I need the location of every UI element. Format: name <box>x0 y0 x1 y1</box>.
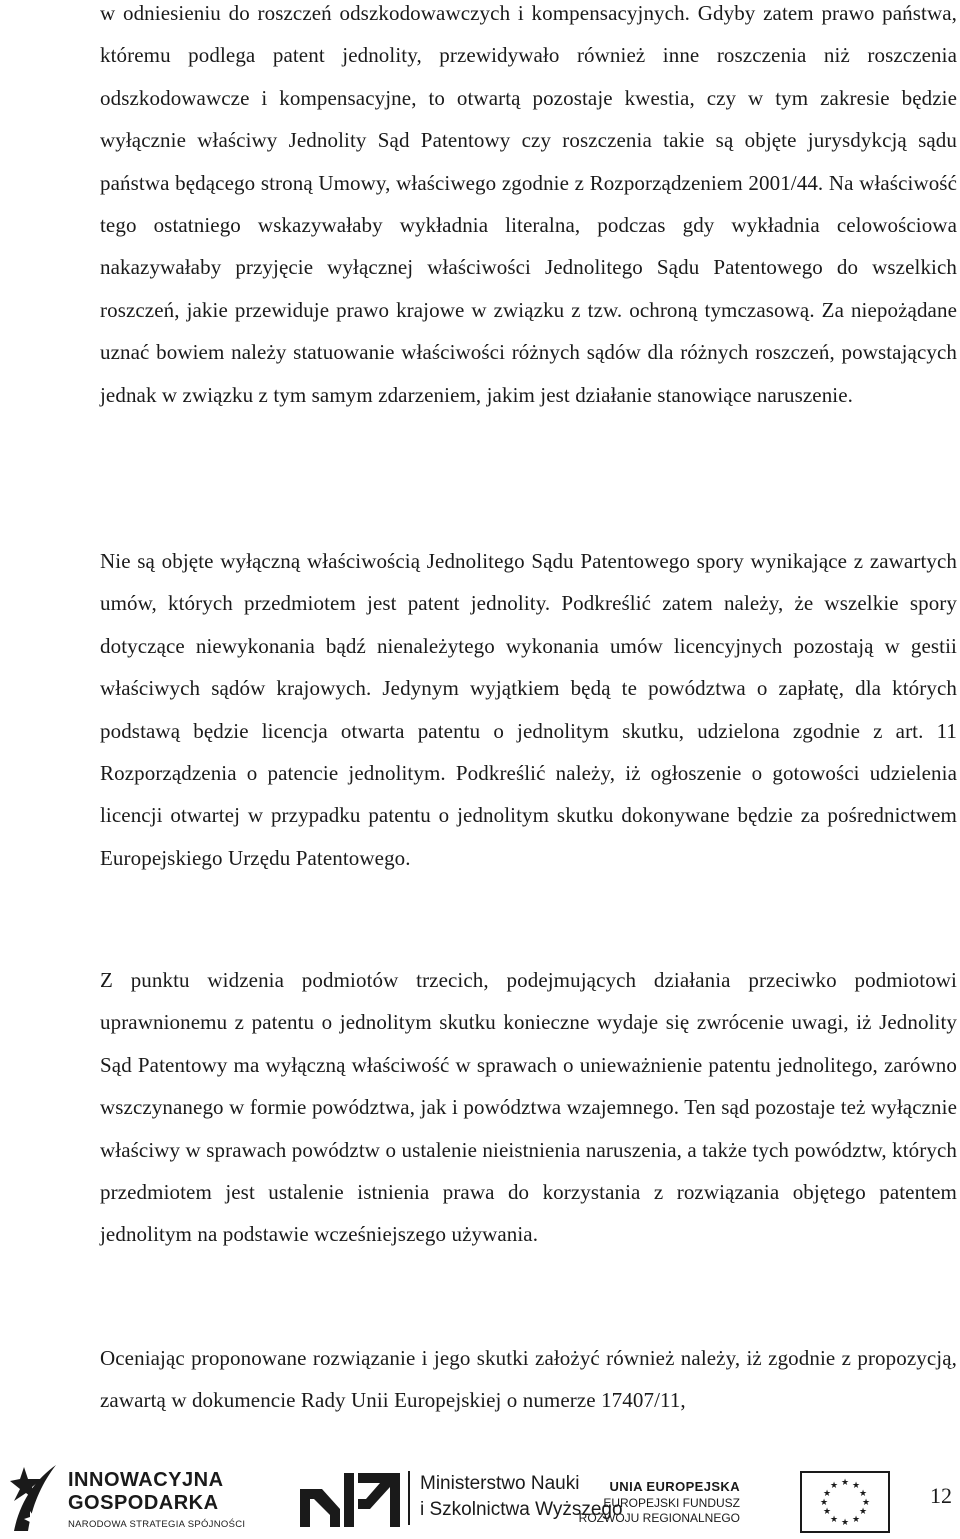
paragraph-3: Z punktu widzenia podmiotów trzecich, podejmujących działania przeciwko podmiotowi uprawnionemu z patentu o jednolitym skutku konieczne wydaje się zwrócenie uwagi, iż Jednolity Sąd Patentowy ma wyłączną właściwość w sprawach o unieważnienie patentu jednolitego, zarówno wszczynanego w formie powództwa, jak i powództwa wzajemnego. Ten sąd pozostaje też wyłącznie właściwy w sprawach powództw o ustalenie nieistnienia naruszenia, a także tych powództw, których przedmiotem jest ustalenie istnienia prawa do korzystania z rozwiązania objętego patentem jednolitym na podstawie wcześniejszego używania. <box>100 968 957 1247</box>
svg-text:★: ★ <box>819 1498 829 1508</box>
gospodarka-text: GOSPODARKA <box>68 1492 219 1514</box>
ministry-emblem-icon <box>300 1469 400 1527</box>
paragraph-1: w odniesieniu do roszczeń odszkodowawczych i kompensacyjnych. Gdyby zatem prawo państwa, któremu podlega patent jednolity, przewidywało również inne roszczenia niż roszczenia odszkodowawcze i kompensacyjne, to otwartą pozostaje kwestia, czy w tym zakresie będzie wyłącznie właściwy Jednolity Sąd Patentowy czy roszczenia takie są objęte jurysdykcją sądu państwa będącego stroną Umowy, właściwego zgodnie z Rozporządzeniem 2001/44. Na właściwość tego ostatniego wskazywałaby wykładnia literalna, podczas gdy wykładnia celowościowa nakazywałaby przyjęcie wyłącznej właściwości Jednolitego Sądu Patentowego do wszelkich roszczeń, jakie przewiduje prawo krajowe w związku z tzw. ochroną tymczasową. Za niepożądane uznać bowiem należy statuowanie właściwości różnych sądów dla różnych roszczeń, powstających jednak w związku z tym samym zdarzeniem, jakim jest działanie stanowiące naruszenie. <box>100 1 957 407</box>
page-footer <box>0 1455 960 1539</box>
eu-fund-logo <box>578 1471 900 1531</box>
innowacyjna-gospodarka-logo <box>0 1459 250 1535</box>
eu-fund-line2: ROZWOJU REGIONALNEGO <box>578 1511 740 1525</box>
svg-text:★: ★ <box>858 1507 868 1517</box>
eu-title: UNIA EUROPEJSKA <box>609 1479 740 1494</box>
ministry-logo <box>300 1465 623 1531</box>
eu-fund-line1: EUROPEJSKI FUNDUSZ <box>603 1496 740 1510</box>
svg-text:★: ★ <box>822 1489 832 1499</box>
svg-text:★: ★ <box>829 1481 839 1491</box>
svg-text:★: ★ <box>829 1515 839 1525</box>
svg-text:★: ★ <box>851 1515 861 1525</box>
star-swoosh-logo-icon <box>6 1461 58 1533</box>
innowacyjna-text: INNOWACYJNA <box>68 1469 224 1491</box>
strategia-text: NARODOWA STRATEGIA SPÓJNOŚCI <box>68 1519 246 1530</box>
page-number: 12 <box>930 1483 952 1508</box>
svg-text:★: ★ <box>822 1507 832 1517</box>
ministry-divider <box>408 1471 410 1525</box>
eu-flag-icon <box>800 1471 890 1533</box>
svg-text:★: ★ <box>858 1489 868 1499</box>
svg-text:★: ★ <box>840 1518 850 1528</box>
ministry-name-line1: Ministerstwo Nauki <box>420 1473 580 1494</box>
paragraph-4: Oceniając proponowane rozwiązanie i jego skutki założyć również należy, iż zgodnie z propozycją, zawartą w dokumencie Rady Unii Europejskiej o numerze 17407/11, <box>100 1346 957 1413</box>
svg-text:★: ★ <box>840 1478 850 1488</box>
ministry-name-line2: i Szkolnictwa Wyższego <box>420 1499 623 1520</box>
svg-text:★: ★ <box>861 1498 871 1508</box>
svg-text:★: ★ <box>851 1481 861 1491</box>
paragraph-2: Nie są objęte wyłączną właściwością Jednolitego Sądu Patentowego spory wynikające z zawartych umów, których przedmiotem jest patent jednolity. Podkreślić zatem należy, że wszelkie spory dotyczące niewykonania bądź nienależytego wykonania umów licencyjnych pozostają w gestii właściwych sądów krajowych. Jedynym wyjątkiem będą te powództwa o zapłatę, dla których podstawą będzie licencja otwarta patentu o jednolitym skutku, udzielona zgodnie z art. 11 Rozporządzenia o patencie jednolitym. Podkreślić należy, iż ogłoszenie o gotowości udzielenia licencji otwartej w przypadku patentu o jednolitym skutku dokonywane będzie za pośrednictwem Europejskiego Urzędu Patentowego. <box>100 549 957 870</box>
